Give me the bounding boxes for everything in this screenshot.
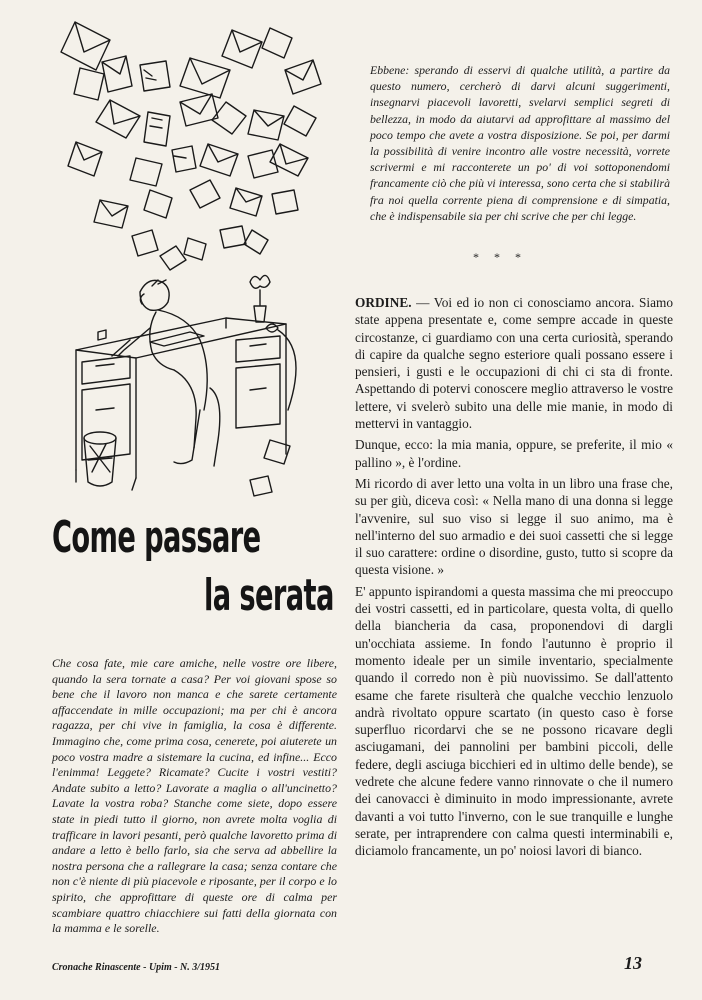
- title-line-2: la serata: [204, 570, 334, 621]
- page-footer: Cronache Rinascente - Upim - N. 3/1951: [52, 962, 221, 973]
- woman-writing-letters-icon: [40, 10, 340, 530]
- opening-paragraph: Che cosa fate, mie care amiche, nelle vostre ore libere, quando la sera tornate a casa? Per voi giovani spose so bene che il lavoro non manca e che sarete certamente affaccendate in mille occupazioni; ma per chi è ancora ragazza, per chi vive in famiglia, la cosa è differente. Immagino che, come prima cosa, cenerete, poi aiuterete un poco vostra madre a sistemare la cucina, ed infine... Ecco l'enimma! Leggete? Ricamate? Cucite i vostri vestiti? Andate subito a letto? Lavorate a maglia o all'uncinetto? Lavate la vostra roba? Stanche come siete, dopo essere state in piedi tutto il giorno, non avrete molta voglia di trafficare in lavori pesanti, però qualche lavoretto prima di andare a letto è bello farlo, sia che serva ad abbellire la nostra persona che a rallegrare la casa; senza contare che non c'è niente di più piacevole e riposante, per il corpo e lo spirito, che approfittare di queste ore di calma per scambiare quattro chiacchiere sui fatti della giornata con la mamma e le sorelle.: [52, 656, 337, 936]
- quote-paragraph: Mi ricordo di aver letto una volta in un libro una frase che, su per giù, diceva così: « Nella mano di una donna si legge l'avvenire, sul suo viso si legge il suo animo, ma è nell'interno del suo armadio e dei suoi cassetti che si legge il suo carattere: ordine o disordine, gusto, tutto si scopre da questa visione. »: [355, 475, 673, 578]
- mania-paragraph: Dunque, ecco: la mia mania, oppure, se preferite, il mio « pallino », è l'ordine.: [355, 437, 673, 470]
- woman-figure: [112, 280, 220, 466]
- intro-paragraph: Ebbene: sperando di esservi di qualche utilità, a partire da questo numero, cercherò di darvi alcuni suggerimenti, insegnarvi piacevoli lavoretti, svelarvi semplici segreti di bellezza, in modo da aiutarvi ad approfittare al massimo del poco tempo che avete a vostra disposizione. Se poi, per darmi la possibilità di venire incontro alle vostre necessità, vorrete scrivermi e mi racconterete un po' di voi sottoponendomi francamente ciò che più vi interessa, sono certa che si stabilirà fra noi quella corrente piena di comprensione e di simpatia, che è indispensabile sia per chi scrive che per chi legge.: [370, 63, 670, 223]
- page-number: 13: [624, 953, 642, 973]
- section-separator: * * *: [473, 250, 527, 264]
- main-article-column: [355, 294, 673, 864]
- flying-letters: [61, 22, 321, 270]
- ordine-paragraph: [355, 294, 673, 432]
- article-title: [52, 512, 352, 642]
- ordine-text: — Voi ed io non ci conosciamo ancora. Siamo state appena presentate e, come sempre accade in queste circostanze, ci guardiamo con una certa curiosità, sperando di capire da qualche segno esteriore quali possano essere i pensieri, i gusti e le occupazioni di chi ci sta di fronte. Aspettando di potervi conoscere meglio attraverso le vostre lettere, vi svelerò subito una delle mie manie, in modo di mettervi in vantaggio.: [355, 295, 673, 432]
- ordine-heading: ORDINE.: [355, 295, 412, 310]
- inventory-paragraph: E' appunto ispirandomi a questa massima che mi preoccupo dei vostri cassetti, ed in particolare, questa volta, di quello della biancheria da casa, proponendovi di dargli un'occhiata assieme. In fondo l'autunno è proprio il momento ideale per un simile inventario, specialmente quando il corredo non è più nuovissimo. Se dall'attento esame che farete risulterà che qualche vecchio lenzuolo andrà rivoltato oppure scartato (in questo caso è forse superfluo ricordarvi che se ne possono ricavare degli asciugamani, dei pannolini per bambini piccoli, delle federe, degli asciuga bicchieri ed in ultimo delle bende), se vedrete che alcune federe vanno rinnovate o che il numero dei canovacci è diminuito in modo impressionante, avrete davanti a voi tutto l'inverno, con le sue tranquille e lunghe serate, per intraprendere con calma questi interminabili e, diciamolo francamente, un po' noiosi lavori di bianco.: [355, 583, 673, 859]
- title-line-1: Come passare: [52, 512, 261, 563]
